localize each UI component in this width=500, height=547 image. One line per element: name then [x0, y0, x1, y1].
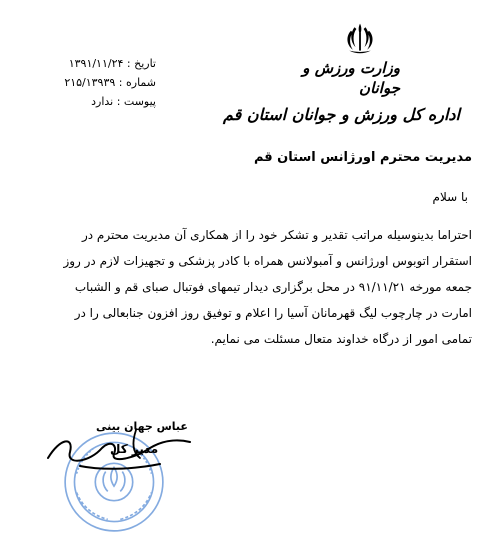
letter-number: شماره : ۲۱۵/۱۳۹۳۹: [64, 76, 156, 89]
letter-body: [26, 222, 472, 352]
ministry-name: وزارت ورزش و جوانان: [302, 59, 400, 97]
body-line: تمامی امور از درگاه خداوند متعال مسئلت می نمایم.: [210, 332, 472, 346]
signer-title: مدیر کل: [110, 442, 159, 456]
signer-name: عباس جهان بینی: [96, 420, 188, 433]
letterhead: [223, 20, 460, 126]
letter-meta: [26, 54, 156, 111]
body-line: امارت در چارچوب لیگ قهرمانان آسیا را اعلام و توفیق روز افزون جنابعالی را در: [74, 306, 472, 320]
recipient: مدیریت محترم اورژانس استان قم: [253, 150, 472, 165]
greeting: با سلام: [432, 190, 468, 204]
body-line: احتراما بدینوسیله مراتب تقدیر و تشکر خود را از همکاری آن مدیریت محترم در: [81, 228, 472, 242]
iran-emblem-icon: [342, 20, 378, 56]
directorate-name: اداره کل ورزش و جوانان استان قم: [223, 105, 460, 124]
letter-attachment: پیوست : ندارد: [91, 95, 156, 108]
letter-date: تاریخ : ۱۳۹۱/۱۱/۲۴: [68, 57, 156, 70]
body-line: جمعه مورخه ۹۱/۱۱/۲۱ در محل برگزاری دیدار تیمهای فوتبال صبای قم و الشباب: [74, 280, 472, 294]
body-line: استقرار اتوبوس اورژانس و آمبولانس همراه با کادر پزشکی و تجهیزات لازم در روز: [63, 254, 472, 268]
